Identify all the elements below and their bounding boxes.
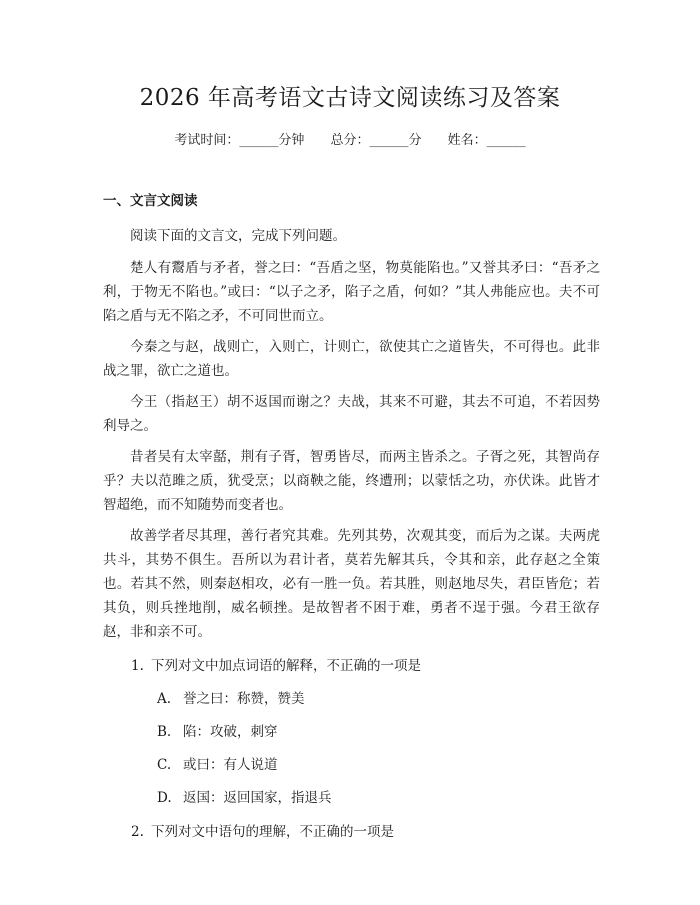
option-text: 返国：返回国家，指退兵 [183, 790, 332, 806]
option-text: 陷：攻破，刺穿 [183, 724, 278, 740]
option-letter: C. [157, 757, 172, 773]
option-letter: A. [157, 691, 172, 707]
option-text: 或曰：有人说道 [183, 757, 278, 773]
option-d [157, 786, 600, 810]
option-letter: B. [157, 724, 172, 740]
option-c [157, 753, 600, 777]
passage-paragraph: 今王（指赵王）胡不返国而谢之？夫战，其来不可避，其去不可追，不若因势利导之。 [103, 394, 600, 434]
reading-instruction: 阅读下面的文言文，完成下列问题。 [130, 228, 346, 244]
passage-paragraph: 今秦之与赵，战则亡，入则亡，计则亡，欲使其亡之道皆失，不可得也。此非战之罪，欲亡之道也。 [103, 339, 600, 379]
section-content [103, 224, 600, 844]
exam-time-field: 考试时间：______分钟 [174, 133, 305, 148]
passage-paragraph: 故善学者尽其理，善行者究其难。先列其势，次观其变，而后为之谋。夫两虎共斗，其势不俱生。吾所以为君计者，莫若先解其兵，令其和亲，此存赵之全策也。若其不然，则秦赵相攻，必有一胜一负。若其胜，则赵地尽失，君臣皆危；若其负，则兵挫地削，威名顿挫。是故智者不困于难，勇者不逞于强。今君王欲存赵，非和亲不可。 [103, 528, 600, 640]
exam-name-field: 姓名：______ [447, 133, 526, 148]
option-b [157, 720, 600, 744]
passage-paragraph: 昔者吴有太宰嚭，荆有子胥，智勇皆尽，而两主皆杀之。子胥之死，其智尚存乎？夫以范雎之质，犹受烹；以商鞅之能，终遭刑；以蒙恬之功，亦伏诛。此皆才智超绝，而不知随势而变者也。 [103, 449, 600, 513]
exam-info-line [0, 131, 700, 151]
exam-score-field: 总分：______分 [330, 133, 422, 148]
option-a [157, 687, 600, 711]
passage-paragraph: 楚人有鬻盾与矛者，誉之曰：“吾盾之坚，物莫能陷也。”又誉其矛曰：“吾矛之利，于物无不陷也。”或曰：“以子之矛，陷子之盾，何如？”其人弗能应也。夫不可陷之盾与无不陷之矛，不可同世而立。 [103, 260, 600, 324]
question-stem: 下列对文中语句的理解，不正确的一项是 [151, 824, 394, 840]
option-text: 誉之曰：称赞，赞美 [183, 691, 305, 707]
question-2 [131, 820, 600, 844]
question-number: 2. [131, 824, 144, 840]
question-stem: 下列对文中加点词语的解释，不正确的一项是 [151, 658, 421, 674]
option-letter: D. [157, 790, 172, 806]
page-title: 2026 年高考语文古诗文阅读练习及答案 [139, 85, 561, 111]
question-number: 1. [131, 658, 144, 674]
question-1 [131, 654, 600, 678]
section-heading: 一、文言文阅读 [103, 193, 198, 209]
